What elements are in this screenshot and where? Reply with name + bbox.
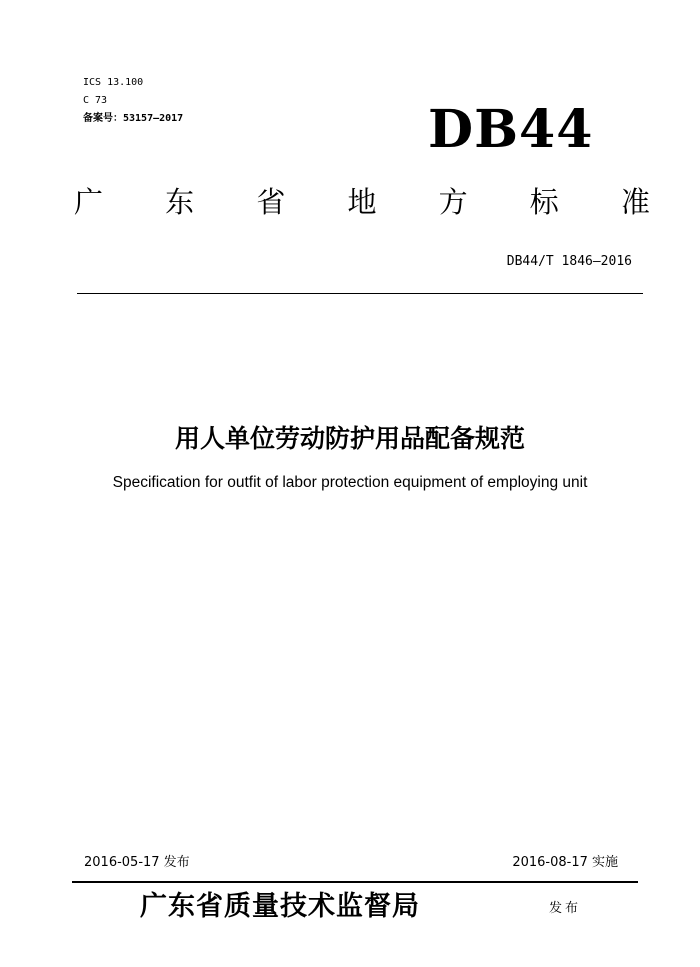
standard-number: DB44/T 1846—2016 [506, 254, 632, 269]
standard-type-char: 东 [165, 185, 195, 219]
document-title: 用人单位劳动防护用品配备规范 [174, 424, 525, 453]
ics-code: ICS 13.100 [83, 77, 144, 88]
publish-date: 2016-05-17 发布 [84, 855, 190, 870]
standard-type-heading [74, 183, 650, 221]
issuer-action: 发布 [549, 901, 582, 916]
standard-type-char: 标 [529, 185, 559, 219]
bottom-divider [72, 881, 638, 883]
standard-type-char: 准 [620, 185, 650, 219]
implement-date: 2016-08-17 实施 [512, 855, 618, 870]
document-subtitle-en: Specification for outfit of labor protection equipment of employing unit [112, 474, 588, 491]
standard-type-char: 地 [347, 185, 377, 219]
db-code: DB44 [428, 99, 594, 160]
standard-type-char: 广 [74, 185, 104, 219]
standard-type-char: 方 [438, 185, 468, 219]
ccs-code: C 73 [83, 95, 108, 106]
standard-type-char: 省 [256, 185, 286, 219]
top-divider [77, 293, 643, 294]
issuer-name: 广东省质量技术监督局 [140, 891, 420, 922]
filing-number: 备案号：53157—2017 [83, 113, 184, 124]
